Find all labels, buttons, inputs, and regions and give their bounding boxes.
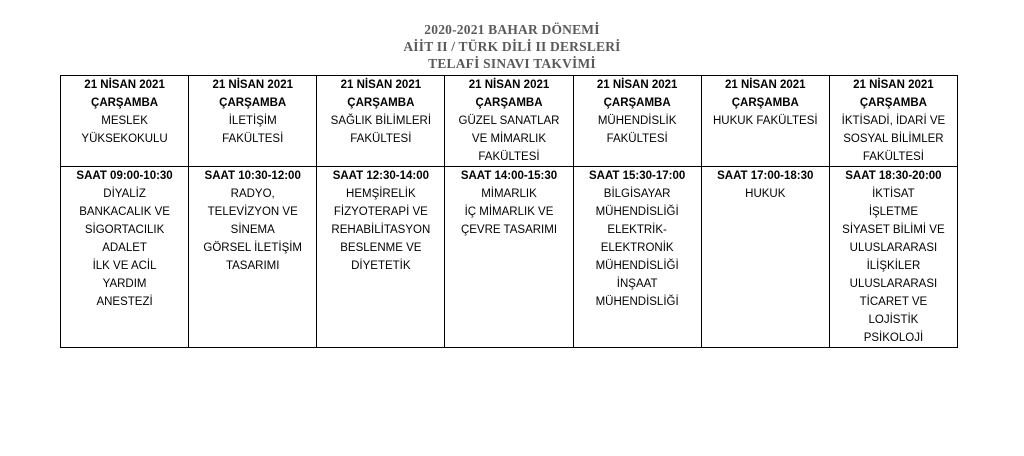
faculty-line: FAKÜLTESİ <box>862 151 924 163</box>
faculty-line: FAKÜLTESİ <box>350 133 412 145</box>
program-line: MÜHENDİSLİĞİ <box>595 206 679 218</box>
header-cell-1 <box>61 76 189 167</box>
date: 21 NİSAN 2021 <box>725 79 806 91</box>
header-cell-3 <box>317 76 445 167</box>
program-line: MÜHENDİSLİĞİ <box>595 260 679 272</box>
time-slot: SAAT 17:00-18:30 <box>717 170 814 182</box>
program-line: ANESTEZİ <box>96 296 153 308</box>
program-line: İLİŞKİLER <box>866 260 921 272</box>
day: ÇARŞAMBA <box>603 97 671 109</box>
program-line: BİLGİSAYAR <box>603 188 671 200</box>
program-line: ÇEVRE TASARIMI <box>460 224 558 236</box>
program-line: BESLENME VE <box>340 242 422 254</box>
time-slot: SAAT 15:30-17:00 <box>588 170 686 182</box>
program-line: RADYO, <box>230 188 275 200</box>
date: 21 NİSAN 2021 <box>596 79 678 91</box>
program-line: ELEKTRİK- <box>607 224 667 236</box>
program-line: ULUSLARARASI <box>849 242 938 254</box>
time-slot: SAAT 10:30-12:00 <box>204 170 301 182</box>
schedule-cell-2 <box>189 167 317 348</box>
program-line: SİYASET BİLİMİ VE <box>842 224 945 236</box>
faculty-line: MESLEK <box>101 115 148 127</box>
exam-schedule-table <box>60 75 958 348</box>
header-cell-4 <box>445 76 573 167</box>
program-line: LOJİSTİK <box>868 314 919 326</box>
program-line: DİYETETİK <box>351 260 411 272</box>
program-line: TASARIMI <box>225 260 280 272</box>
faculty-line: HUKUK FAKÜLTESİ <box>712 115 818 127</box>
faculty-line: VE MİMARLIK <box>471 133 547 145</box>
program-line: REHABİLİTASYON <box>331 224 431 236</box>
schedule-cell-3 <box>317 167 445 348</box>
schedule-cell-4 <box>445 167 573 348</box>
title-line-1: 2020-2021 BAHAR DÖNEMİ <box>424 22 600 37</box>
time-slot: SAAT 09:00-10:30 <box>76 170 173 182</box>
faculty-line: GÜZEL SANATLAR <box>458 115 560 127</box>
day: ÇARŞAMBA <box>219 97 287 109</box>
program-line: HUKUK <box>745 188 786 200</box>
date: 21 NİSAN 2021 <box>212 79 293 91</box>
program-line: FİZYOTERAPİ VE <box>333 206 428 218</box>
program-line: SİNEMA <box>230 224 275 236</box>
faculty-line: FAKÜLTESİ <box>222 133 284 145</box>
header-cell-2 <box>189 76 317 167</box>
program-line: MİMARLIK <box>481 188 537 200</box>
date: 21 NİSAN 2021 <box>468 79 550 91</box>
program-line: ADALET <box>102 242 147 254</box>
schedule-row <box>61 167 958 348</box>
date: 21 NİSAN 2021 <box>853 79 934 91</box>
document-title <box>0 22 1024 73</box>
faculty-line: MÜHENDİSLİK <box>597 115 677 127</box>
day: ÇARŞAMBA <box>91 97 159 109</box>
program-line: SİGORTACILIK <box>84 224 165 236</box>
program-line: ULUSLARARASI <box>849 278 938 290</box>
date: 21 NİSAN 2021 <box>340 79 422 91</box>
faculty-line: İLETİŞİM <box>228 115 277 127</box>
schedule-cell-7 <box>829 167 957 348</box>
program-line: ELEKTRONİK <box>600 242 674 254</box>
faculty-line: FAKÜLTESİ <box>478 151 540 163</box>
day: ÇARŞAMBA <box>731 97 799 109</box>
header-row <box>61 76 958 167</box>
day: ÇARŞAMBA <box>859 97 927 109</box>
header-cell-5 <box>573 76 701 167</box>
header-cell-7 <box>829 76 957 167</box>
date: 21 NİSAN 2021 <box>84 79 165 91</box>
faculty-line: SOSYAL BİLİMLER <box>843 133 944 145</box>
program-line: GÖRSEL İLETİŞİM <box>203 242 303 254</box>
faculty-line: YÜKSEKOKULU <box>81 133 168 145</box>
program-line: İÇ MİMARLIK VE <box>464 206 554 218</box>
program-line: BANKACALIK VE <box>79 206 170 218</box>
faculty-line: FAKÜLTESİ <box>606 133 668 145</box>
program-line: DİYALİZ <box>103 188 146 200</box>
faculty-line: İKTİSADİ, İDARİ VE <box>841 115 946 127</box>
program-line: İLK VE ACİL <box>92 260 157 272</box>
program-line: İKTİSAT <box>872 188 915 200</box>
time-slot: SAAT 14:00-15:30 <box>460 170 558 182</box>
schedule-cell-1 <box>61 167 189 348</box>
program-line: HEMŞİRELİK <box>346 188 416 200</box>
time-slot: SAAT 18:30-20:00 <box>845 170 942 182</box>
program-line: YARDIM <box>102 278 147 290</box>
schedule-cell-6 <box>701 167 829 348</box>
header-cell-6 <box>701 76 829 167</box>
program-line: TELEVİZYON VE <box>207 206 298 218</box>
day: ÇARŞAMBA <box>347 97 415 109</box>
title-line-3: TELAFİ SINAVI TAKVİMİ <box>428 56 596 71</box>
title-line-2: AİİT II / TÜRK DİLİ II DERSLERİ <box>403 39 621 54</box>
program-line: TİCARET VE <box>859 296 928 308</box>
faculty-line: SAĞLIK BİLİMLERİ <box>330 115 432 127</box>
program-line: PSİKOLOJİ <box>863 332 924 344</box>
program-line: İŞLETME <box>868 206 919 218</box>
day: ÇARŞAMBA <box>475 97 543 109</box>
schedule-cell-5 <box>573 167 701 348</box>
time-slot: SAAT 12:30-14:00 <box>332 170 429 182</box>
program-line: MÜHENDİSLİĞİ <box>595 296 679 308</box>
program-line: İNŞAAT <box>616 278 658 290</box>
